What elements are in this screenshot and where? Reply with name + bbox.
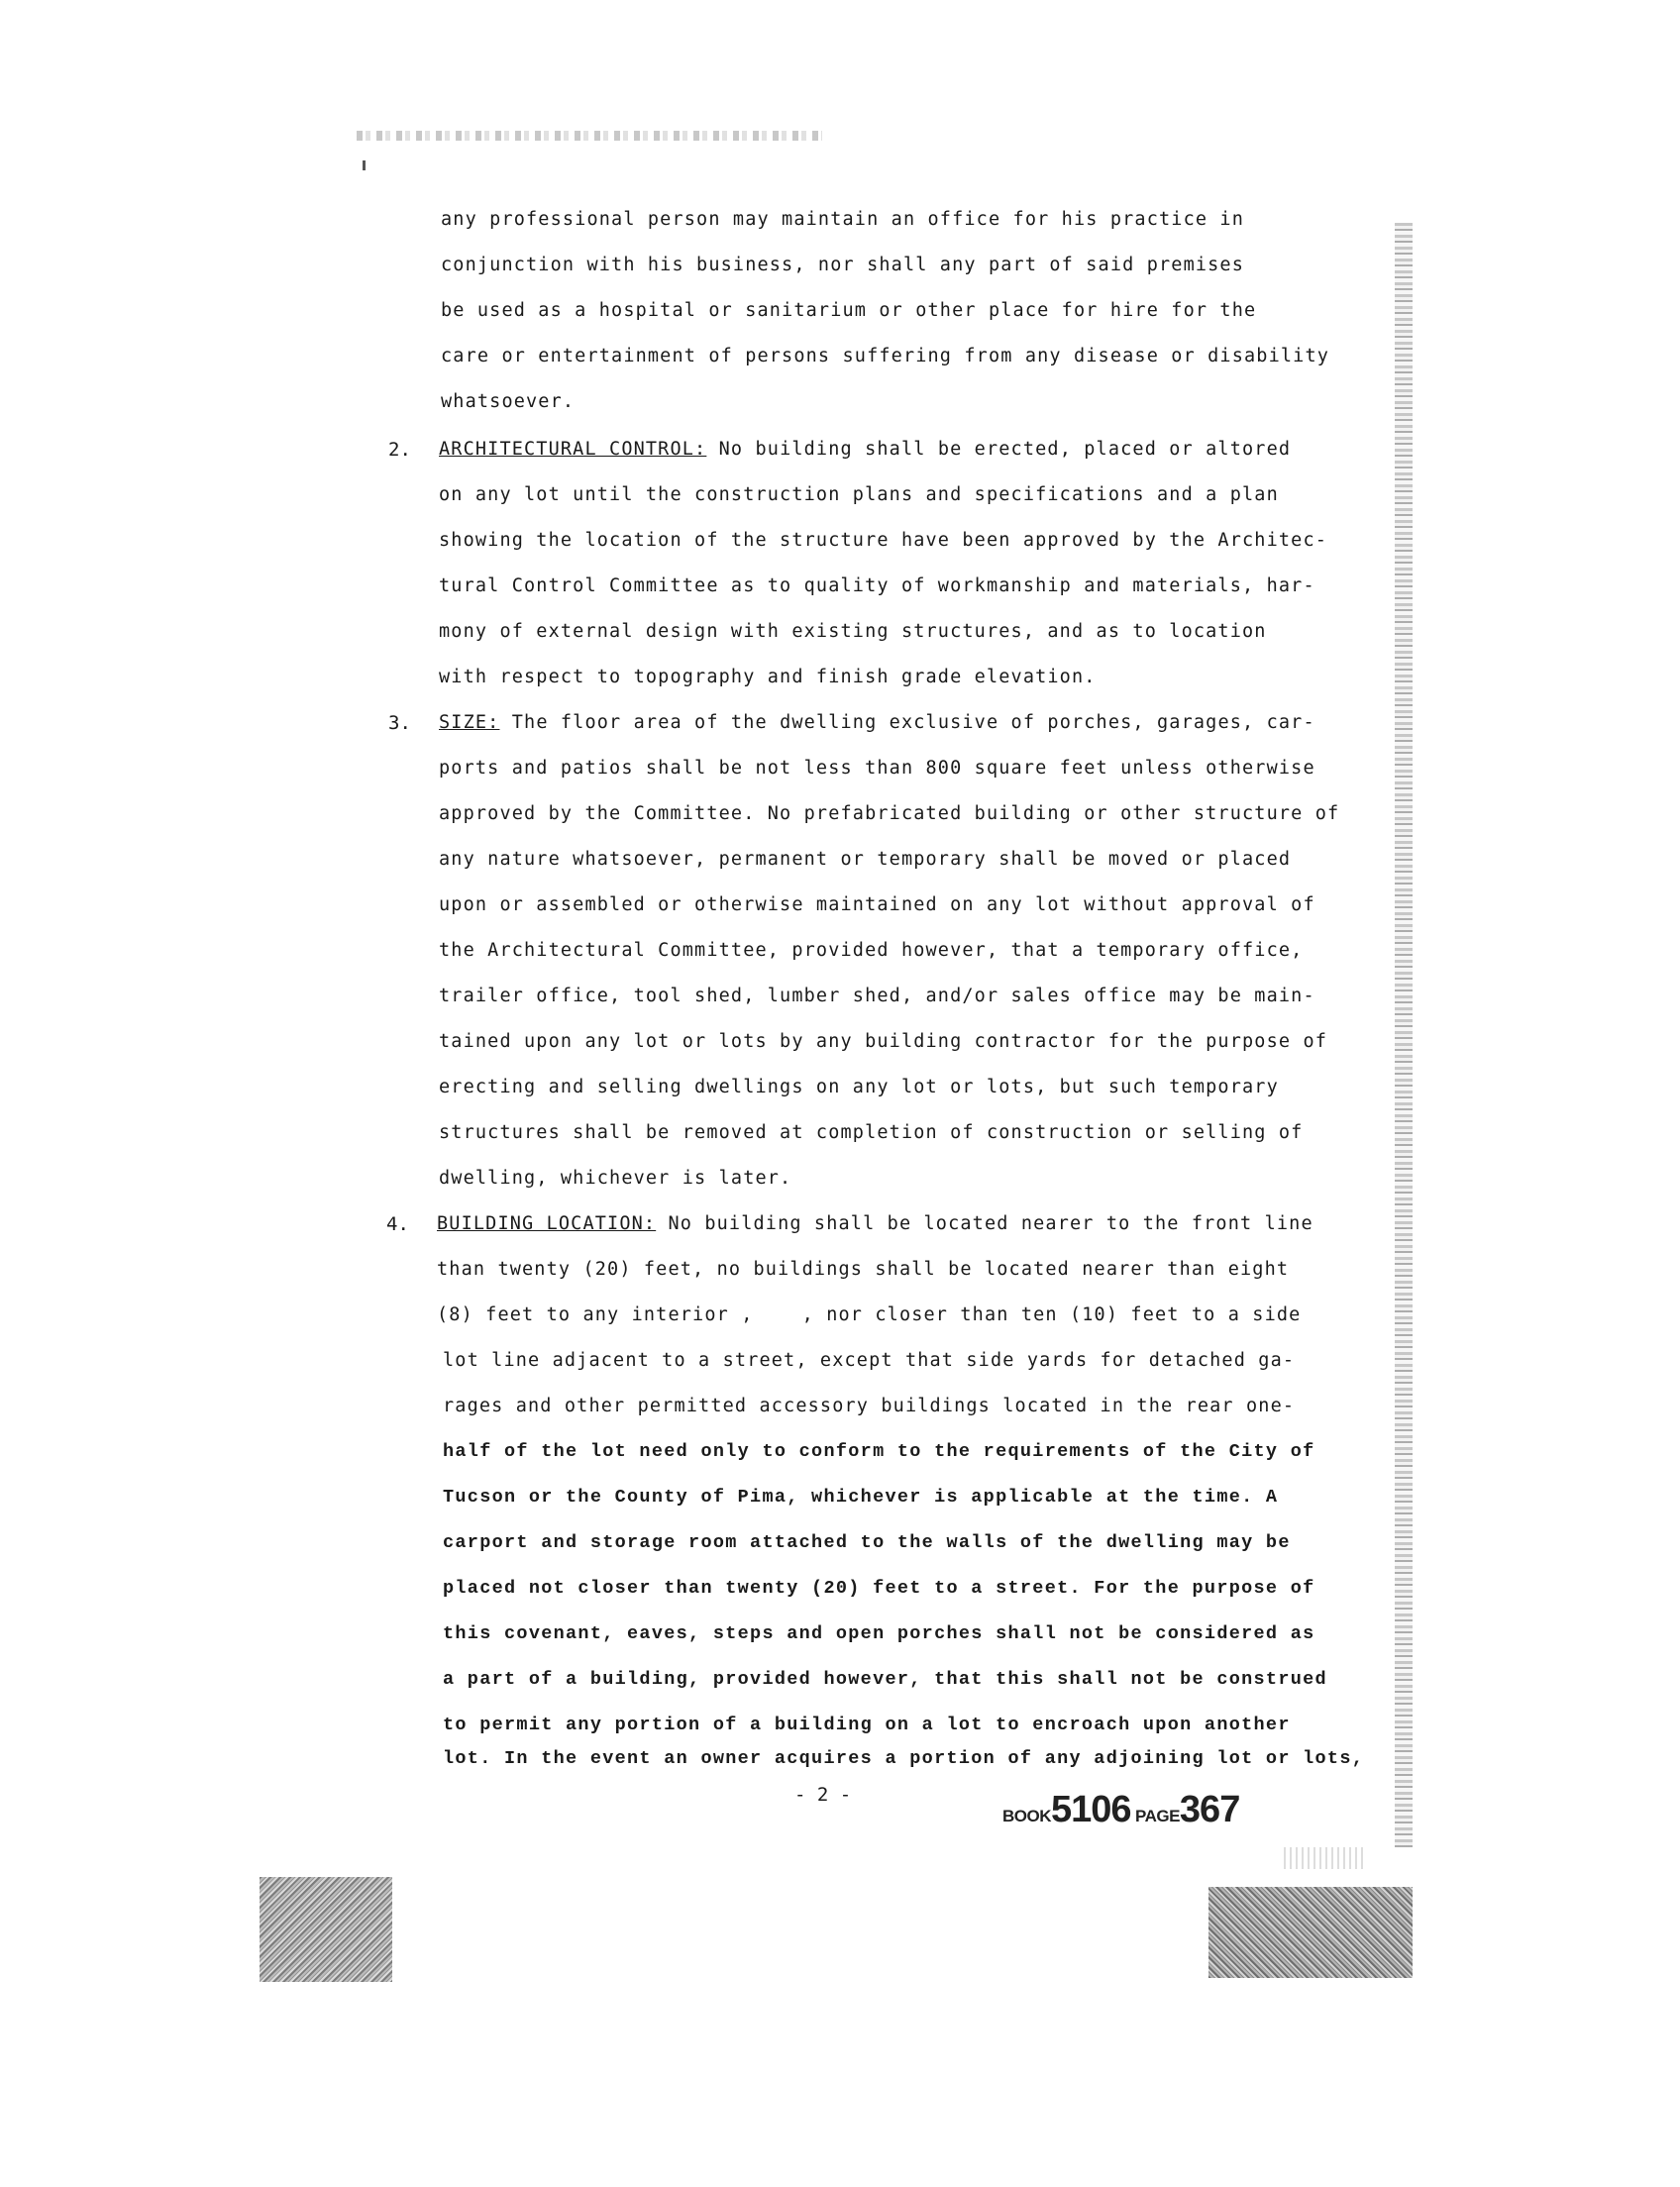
text-line: approved by the Committee. No prefabricated building or other structure of	[439, 803, 1340, 824]
text-line: a part of a building, provided however, that this shall not be construed	[443, 1669, 1327, 1690]
scan-blotch-right	[1208, 1887, 1413, 1978]
section-heading: BUILDING LOCATION:	[437, 1213, 657, 1234]
text-line: placed not closer than twenty (20) feet to a street. For the purpose of	[443, 1578, 1315, 1599]
text-line: erecting and selling dwellings on any lot or lots, but such temporary	[439, 1077, 1279, 1097]
stamp-page-number: 367	[1179, 1789, 1240, 1830]
text-line: dwelling, whichever is later.	[439, 1168, 792, 1189]
text-line: lot line adjacent to a street, except that side yards for detached ga-	[443, 1350, 1296, 1371]
text-line: conjunction with his business, nor shall any part of said premises	[441, 255, 1245, 275]
section-number: 4.	[386, 1213, 409, 1235]
scan-mark	[363, 160, 366, 170]
section-heading: ARCHITECTURAL CONTROL:	[439, 439, 707, 460]
text-line: structures shall be removed at completion of construction or selling of	[439, 1122, 1304, 1143]
text-line: tural Control Committee as to quality of workmanship and materials, har-	[439, 575, 1315, 596]
text-line: (8) feet to any interior , , nor closer than ten (10) feet to a side	[437, 1304, 1302, 1325]
recording-stamp	[1002, 1789, 1239, 1831]
section-text: The floor area of the dwelling exclusive of porches, garages, car-	[499, 712, 1315, 733]
text-line: than twenty (20) feet, no buildings shall be located nearer than eight	[437, 1259, 1290, 1280]
text-line: upon or assembled or otherwise maintained on any lot without approval of	[439, 894, 1315, 915]
stamp-page-label: PAGE	[1135, 1807, 1180, 1825]
text-line: any professional person may maintain an office for his practice in	[441, 209, 1245, 230]
text-line: Tucson or the County of Pima, whichever is applicable at the time. A	[443, 1487, 1279, 1508]
scan-blotch-left	[260, 1877, 392, 1982]
section-number: 3.	[388, 712, 411, 734]
text-line: trailer office, tool shed, lumber shed, and/or sales office may be main-	[439, 986, 1315, 1006]
text-line: the Architectural Committee, provided however, that a temporary office,	[439, 940, 1304, 961]
text-line: this covenant, eaves, steps and open porches shall not be considered as	[443, 1623, 1315, 1644]
section-first-line	[437, 1212, 1313, 1236]
text-line: half of the lot need only to conform to the requirements of the City of	[443, 1441, 1315, 1462]
section-text: No building shall be erected, placed or altored	[706, 439, 1292, 460]
section-first-line	[439, 438, 1291, 462]
text-line: with respect to topography and finish grade elevation.	[439, 667, 1097, 687]
scan-speck	[1284, 1847, 1363, 1869]
section-text: No building shall be located nearer to the front line	[656, 1213, 1313, 1234]
text-line: any nature whatsoever, permanent or temporary shall be moved or placed	[439, 849, 1292, 870]
text-line: showing the location of the structure have been approved by the Architec-	[439, 530, 1328, 551]
page-number: - 2 -	[794, 1784, 852, 1806]
text-line: carport and storage room attached to the walls of the dwelling may be	[443, 1532, 1291, 1553]
text-line: whatsoever.	[441, 391, 576, 412]
stamp-book-number: 5106	[1051, 1789, 1131, 1830]
text-line: lot. In the event an owner acquires a portion of any adjoining lot or lots,	[443, 1748, 1365, 1769]
text-line: be used as a hospital or sanitarium or other place for hire for the	[441, 300, 1257, 321]
text-line: to permit any portion of a building on a lot to encroach upon another	[443, 1715, 1291, 1735]
text-line: care or entertainment of persons suffering from any disease or disability	[441, 346, 1330, 366]
scan-header-noise	[357, 131, 822, 141]
text-line: ports and patios shall be not less than 800 square feet unless otherwise	[439, 758, 1315, 779]
section-heading: SIZE:	[439, 712, 500, 733]
stamp-book-label: BOOK	[1002, 1807, 1051, 1825]
section-first-line	[439, 711, 1315, 735]
section-number: 2.	[388, 439, 411, 461]
text-line: tained upon any lot or lots by any building contractor for the purpose of	[439, 1031, 1328, 1052]
scan-edge-shadow	[1395, 223, 1413, 1847]
text-line: on any lot until the construction plans and specifications and a plan	[439, 484, 1279, 505]
text-line: rages and other permitted accessory buildings located in the rear one-	[443, 1396, 1296, 1416]
text-line: mony of external design with existing structures, and as to location	[439, 621, 1267, 642]
